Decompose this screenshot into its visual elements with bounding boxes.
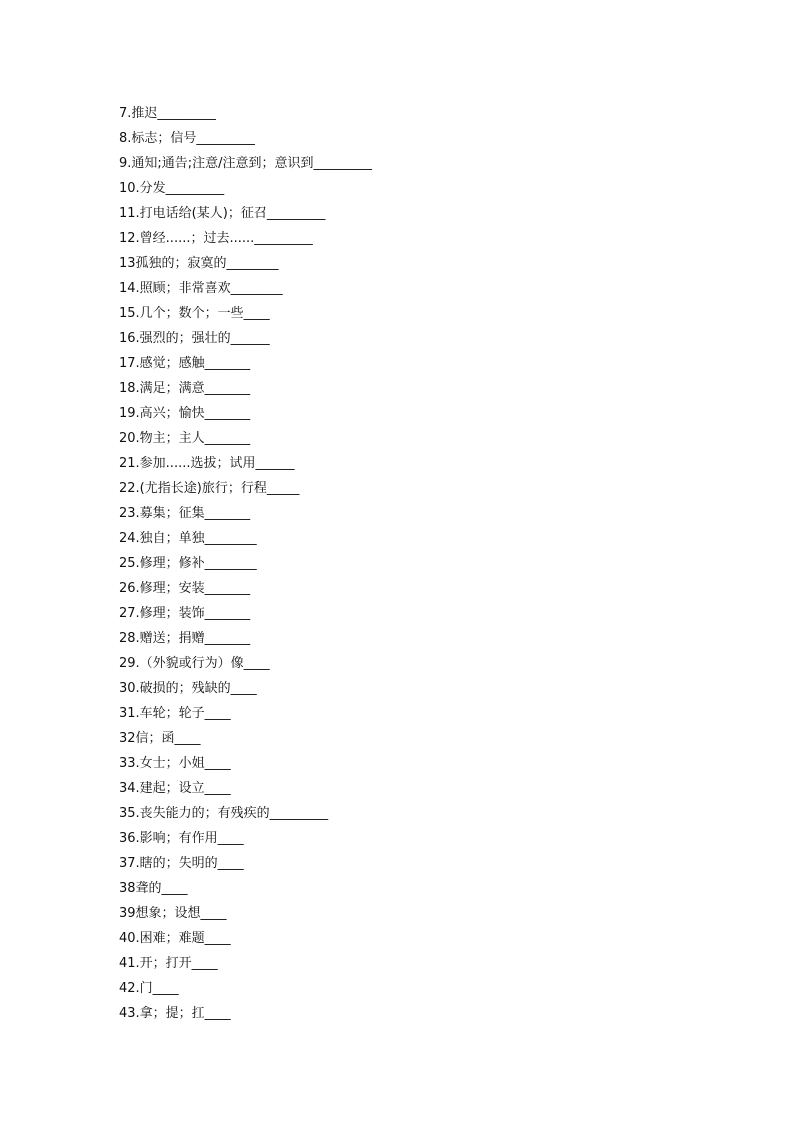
list-item: 42.门____ [119, 981, 179, 996]
list-item: 32信；函____ [119, 731, 201, 746]
list-item: 22.(尤指长途)旅行；行程_____ [119, 481, 300, 496]
list-item: 31.车轮；轮子____ [119, 706, 231, 721]
list-item: 14.照顾；非常喜欢________ [119, 281, 283, 296]
list-item: 9.通知;通告;注意/注意到；意识到_________ [119, 156, 373, 171]
list-item: 16.强烈的；强壮的______ [119, 331, 270, 346]
list-item: 28.赠送；捐赠_______ [119, 631, 251, 646]
list-item: 15.几个；数个；一些____ [119, 306, 270, 321]
list-item: 23.募集；征集_______ [119, 506, 251, 521]
list-item: 27.修理；装饰_______ [119, 606, 251, 621]
list-item: 13孤独的；寂寞的________ [119, 256, 279, 271]
list-item: 17.感觉；感触_______ [119, 356, 251, 371]
list-item: 11.打电话给(某人)；征召_________ [119, 206, 326, 221]
list-item: 30.破损的；残缺的____ [119, 681, 257, 696]
list-item: 38聋的____ [119, 881, 188, 896]
list-item: 25.修理；修补________ [119, 556, 257, 571]
list-item: 10.分发_________ [119, 181, 225, 196]
vocabulary-list [119, 101, 372, 1026]
list-item: 39想象；设想____ [119, 906, 227, 921]
list-item: 40.困难；难题____ [119, 931, 231, 946]
list-item: 8.标志；信号_________ [119, 131, 255, 146]
list-item: 37.瞎的；失明的____ [119, 856, 244, 871]
list-item: 12.曾经......；过去......_________ [119, 231, 313, 246]
list-item: 29.（外貌或行为）像____ [119, 656, 270, 671]
list-item: 20.物主；主人_______ [119, 431, 251, 446]
list-item: 18.满足；满意_______ [119, 381, 251, 396]
list-item: 36.影响；有作用____ [119, 831, 244, 846]
list-item: 24.独自；单独________ [119, 531, 257, 546]
list-item: 21.参加......选拔；试用______ [119, 456, 295, 471]
list-item: 34.建起；设立____ [119, 781, 231, 796]
list-item: 43.拿；提；扛____ [119, 1006, 231, 1021]
list-item: 33.女士；小姐____ [119, 756, 231, 771]
list-item: 35.丧失能力的；有残疾的_________ [119, 806, 329, 821]
list-item: 19.高兴；愉快_______ [119, 406, 251, 421]
list-item: 26.修理；安装_______ [119, 581, 251, 596]
list-item: 7.推迟_________ [119, 106, 216, 121]
list-item: 41.开；打开____ [119, 956, 218, 971]
